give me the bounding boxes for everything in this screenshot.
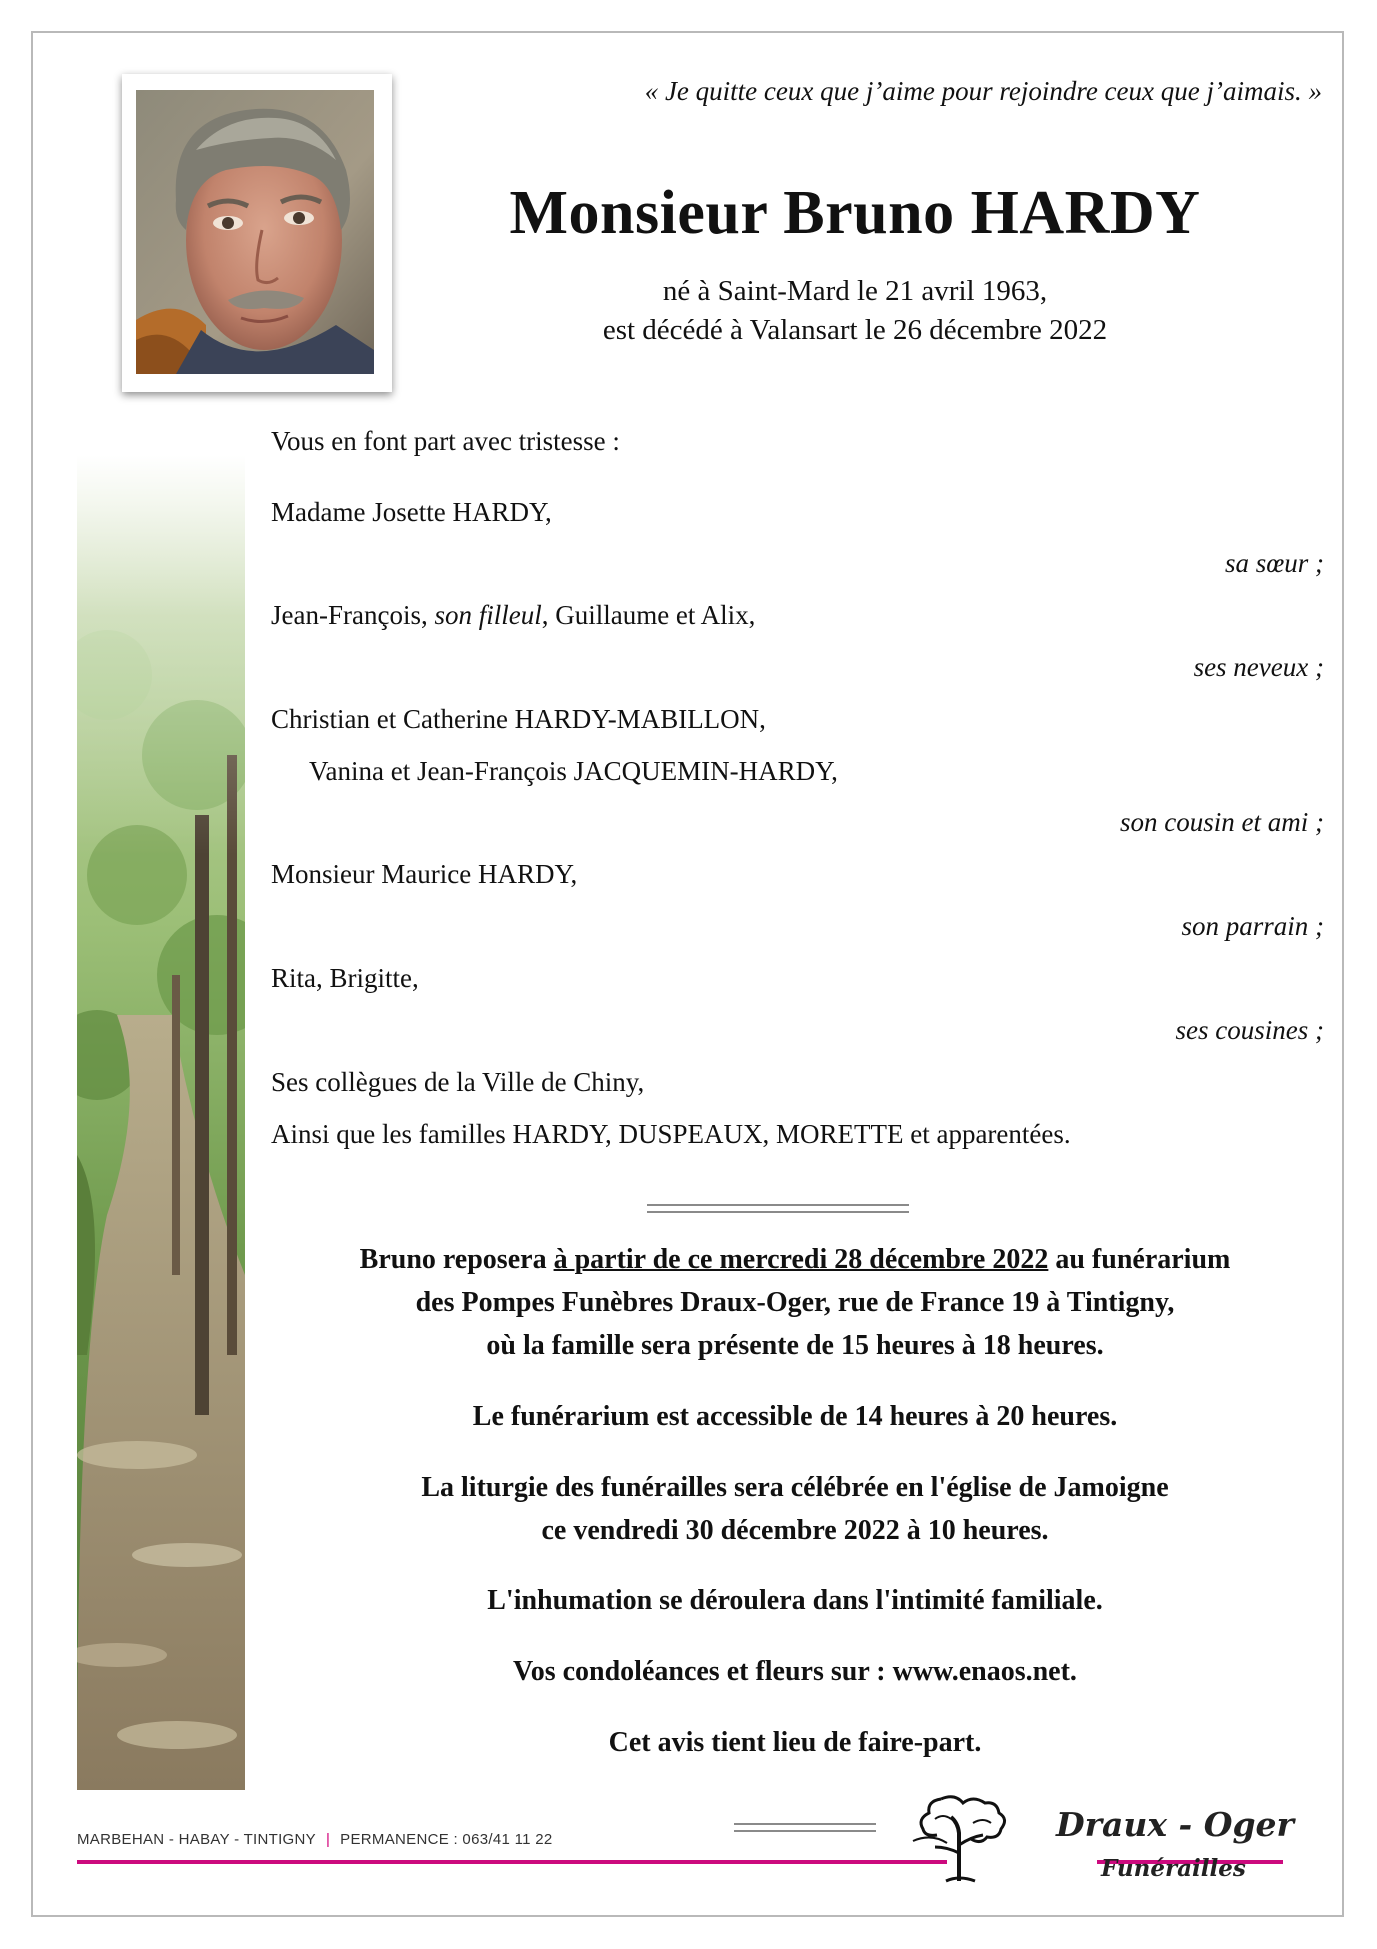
family-line-2 xyxy=(271,600,755,631)
condolences-line: Vos condoléances et fleurs sur : www.enaos.net. xyxy=(513,1656,1077,1687)
birth-line: né à Saint-Mard le 21 avril 1963, xyxy=(662,275,1048,307)
family-line-3: Christian et Catherine HARDY-MABILLON, xyxy=(271,704,766,734)
relation-1: sa sœur ; xyxy=(1224,548,1324,578)
relation-3: son cousin et ami ; xyxy=(1120,807,1324,837)
notice-line: Cet avis tient lieu de faire-part. xyxy=(608,1727,982,1758)
family-line-5: Monsieur Maurice HARDY, xyxy=(271,859,578,889)
visitation-line-2: des Pompes Funèbres Draux-Oger, rue de France 19 à Tintigny, xyxy=(415,1287,1175,1318)
family-line-2b: son filleul xyxy=(434,600,542,630)
family-line-8: Ainsi que les familles HARDY, DUSPEAUX, MORETTE et apparentées. xyxy=(271,1119,1071,1149)
separator-top xyxy=(647,1204,909,1206)
family-line-4: Vanina et Jean-François JACQUEMIN-HARDY, xyxy=(309,756,838,786)
family-line-7: Ses collègues de la Ville de Chiny, xyxy=(271,1067,645,1097)
footer-rule-left xyxy=(77,1860,947,1864)
relation-4: son parrain ; xyxy=(1181,911,1324,941)
footer-rule-top xyxy=(734,1823,876,1825)
portrait-photo xyxy=(136,90,374,374)
family-line-2a: Jean-François, xyxy=(271,600,435,630)
visitation-1a: Bruno reposera xyxy=(359,1244,554,1275)
footer-contact xyxy=(77,1831,553,1848)
intro-line: Vous en font part avec tristesse : xyxy=(271,426,620,456)
tree-logo-icon xyxy=(911,1793,1011,1883)
footer-rule-bottom xyxy=(734,1830,876,1832)
funerarium-hours: Le funérarium est accessible de 14 heures à 20 heures. xyxy=(472,1401,1118,1432)
relation-2: ses neveux ; xyxy=(1193,652,1324,682)
footer-locations: MARBEHAN - HABAY - TINTIGNY xyxy=(77,1831,316,1848)
visitation-line-1 xyxy=(250,1238,1340,1281)
logo-brand-name: Draux - Oger xyxy=(1056,1805,1294,1844)
portrait-frame xyxy=(122,74,392,392)
burial-note: L'inhumation se déroulera dans l'intimité familiale. xyxy=(487,1585,1103,1616)
separator-bottom xyxy=(647,1211,909,1213)
visitation-paragraph xyxy=(250,1238,1340,1367)
visitation-line-3: où la famille sera présente de 15 heures à 18 heures. xyxy=(486,1330,1104,1361)
footer-separator: | xyxy=(325,1831,331,1848)
forest-path-image xyxy=(77,455,245,1790)
logo-brand-subtitle: Funérailles xyxy=(1101,1855,1246,1882)
family-line-6: Rita, Brigitte, xyxy=(271,963,419,993)
epitaph-quote: « Je quitte ceux que j’aime pour rejoindre ceux que j’aimais. » xyxy=(644,76,1322,106)
visitation-1b: au funérarium xyxy=(1048,1244,1231,1275)
visitation-date: à partir de ce mercredi 28 décembre 2022 xyxy=(553,1244,1049,1275)
death-line: est décédé à Valansart le 26 décembre 2022 xyxy=(602,314,1108,346)
liturgy-line-1: La liturgie des funérailles sera célébrée en l'église de Jamoigne xyxy=(421,1472,1169,1503)
footer-permanence: PERMANENCE : 063/41 11 22 xyxy=(340,1831,553,1848)
family-line-2c: , Guillaume et Alix, xyxy=(541,600,756,630)
liturgy-paragraph xyxy=(250,1466,1340,1552)
family-line-1: Madame Josette HARDY, xyxy=(271,497,552,527)
life-dates xyxy=(440,272,1270,350)
relation-5: ses cousines ; xyxy=(1175,1015,1324,1045)
liturgy-line-2: ce vendredi 30 décembre 2022 à 10 heures. xyxy=(541,1515,1049,1546)
deceased-name: Monsieur Bruno HARDY xyxy=(509,179,1201,247)
